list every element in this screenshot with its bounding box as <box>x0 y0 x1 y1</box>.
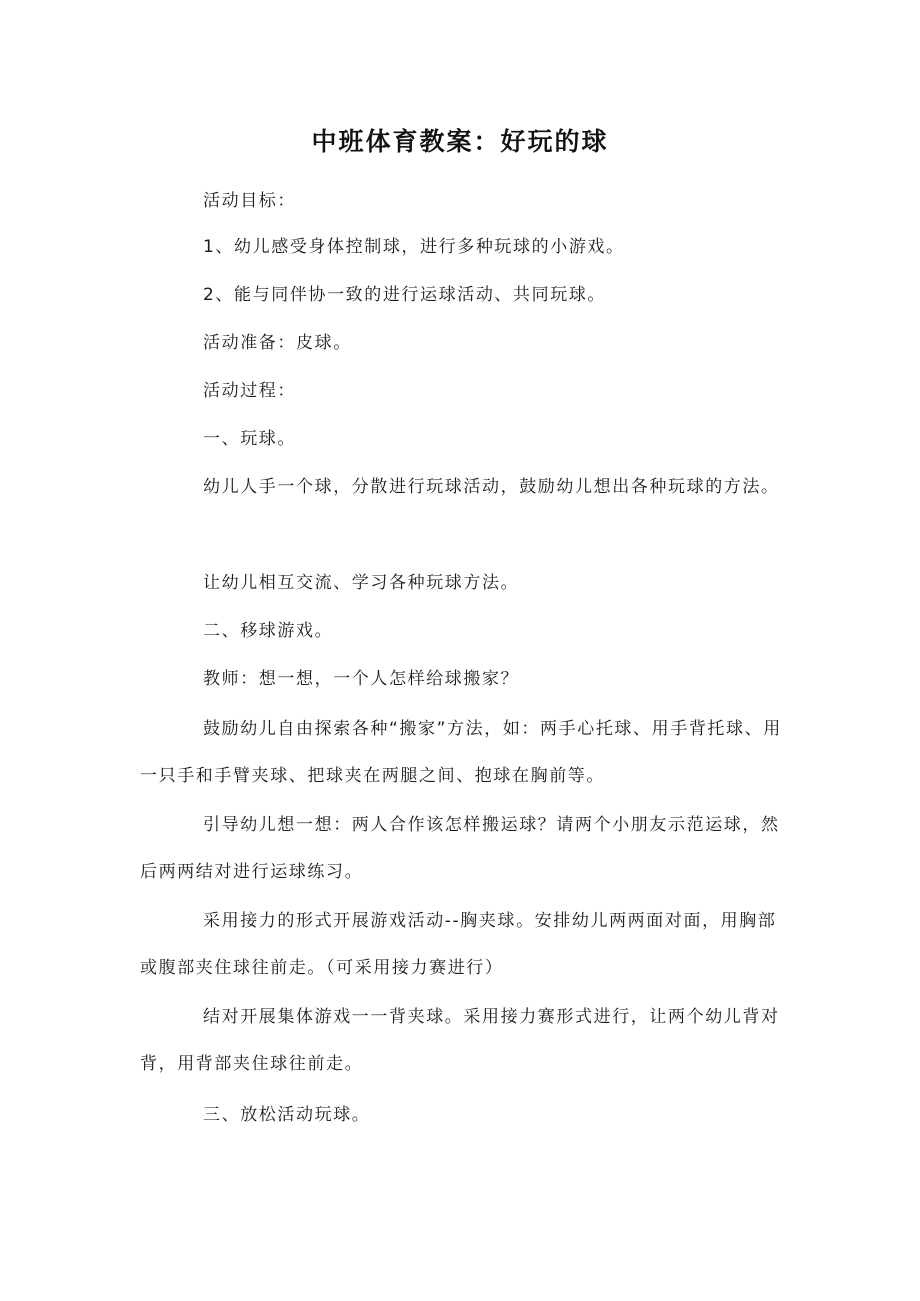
paragraph-section-2-heading: 二、移球游戏。 <box>203 621 334 641</box>
paragraph-goal-1: 1、幼儿感受身体控制球，进行多种玩球的小游戏。 <box>203 237 625 257</box>
paragraph-chest-relay: 采用接力的形式开展游戏活动--胸夹球。安排幼儿两两面对面，用胸部或腹部夹住球往前走。（可采用接力赛进行） <box>140 911 777 978</box>
paragraph-goal-2: 2、能与同伴协一致的进行运球活动、共同玩球。 <box>203 285 607 305</box>
paragraph-section-1-heading: 一、玩球。 <box>203 429 296 449</box>
paragraph-section-3-heading: 三、放松活动玩球。 <box>203 1105 371 1125</box>
paragraph-pair-carry: 引导幼儿想一想：两人合作该怎样搬运球？请两个小朋友示范运球，然后两两结对进行运球练习。 <box>140 815 780 882</box>
paragraph-explore-methods: 鼓励幼儿自由探索各种“搬家”方法，如：两手心托球、用手背托球、用一只手和手臂夹球、把球夹在两腿之间、抱球在胸前等。 <box>140 719 782 786</box>
paragraph-section-1-exchange: 让幼儿相互交流、学习各种玩球方法。 <box>203 573 520 593</box>
paragraph-back-relay: 结对开展集体游戏一一背夹球。采用接力赛形式进行，让两个幼儿背对背，用背部夹住球往前走。 <box>140 1007 780 1074</box>
paragraph-process-heading: 活动过程： <box>203 381 296 401</box>
paragraph-activity-goals-heading: 活动目标： <box>203 191 296 211</box>
document-title: 中班体育教案：好玩的球 <box>311 127 609 156</box>
paragraph-section-1-body: 幼儿人手一个球，分散进行玩球活动，鼓励幼儿想出各种玩球的方法。 <box>203 477 780 497</box>
paragraph-teacher-question: 教师：想一想，一个人怎样给球搬家？ <box>203 669 520 689</box>
paragraph-preparation: 活动准备：皮球。 <box>203 333 352 353</box>
